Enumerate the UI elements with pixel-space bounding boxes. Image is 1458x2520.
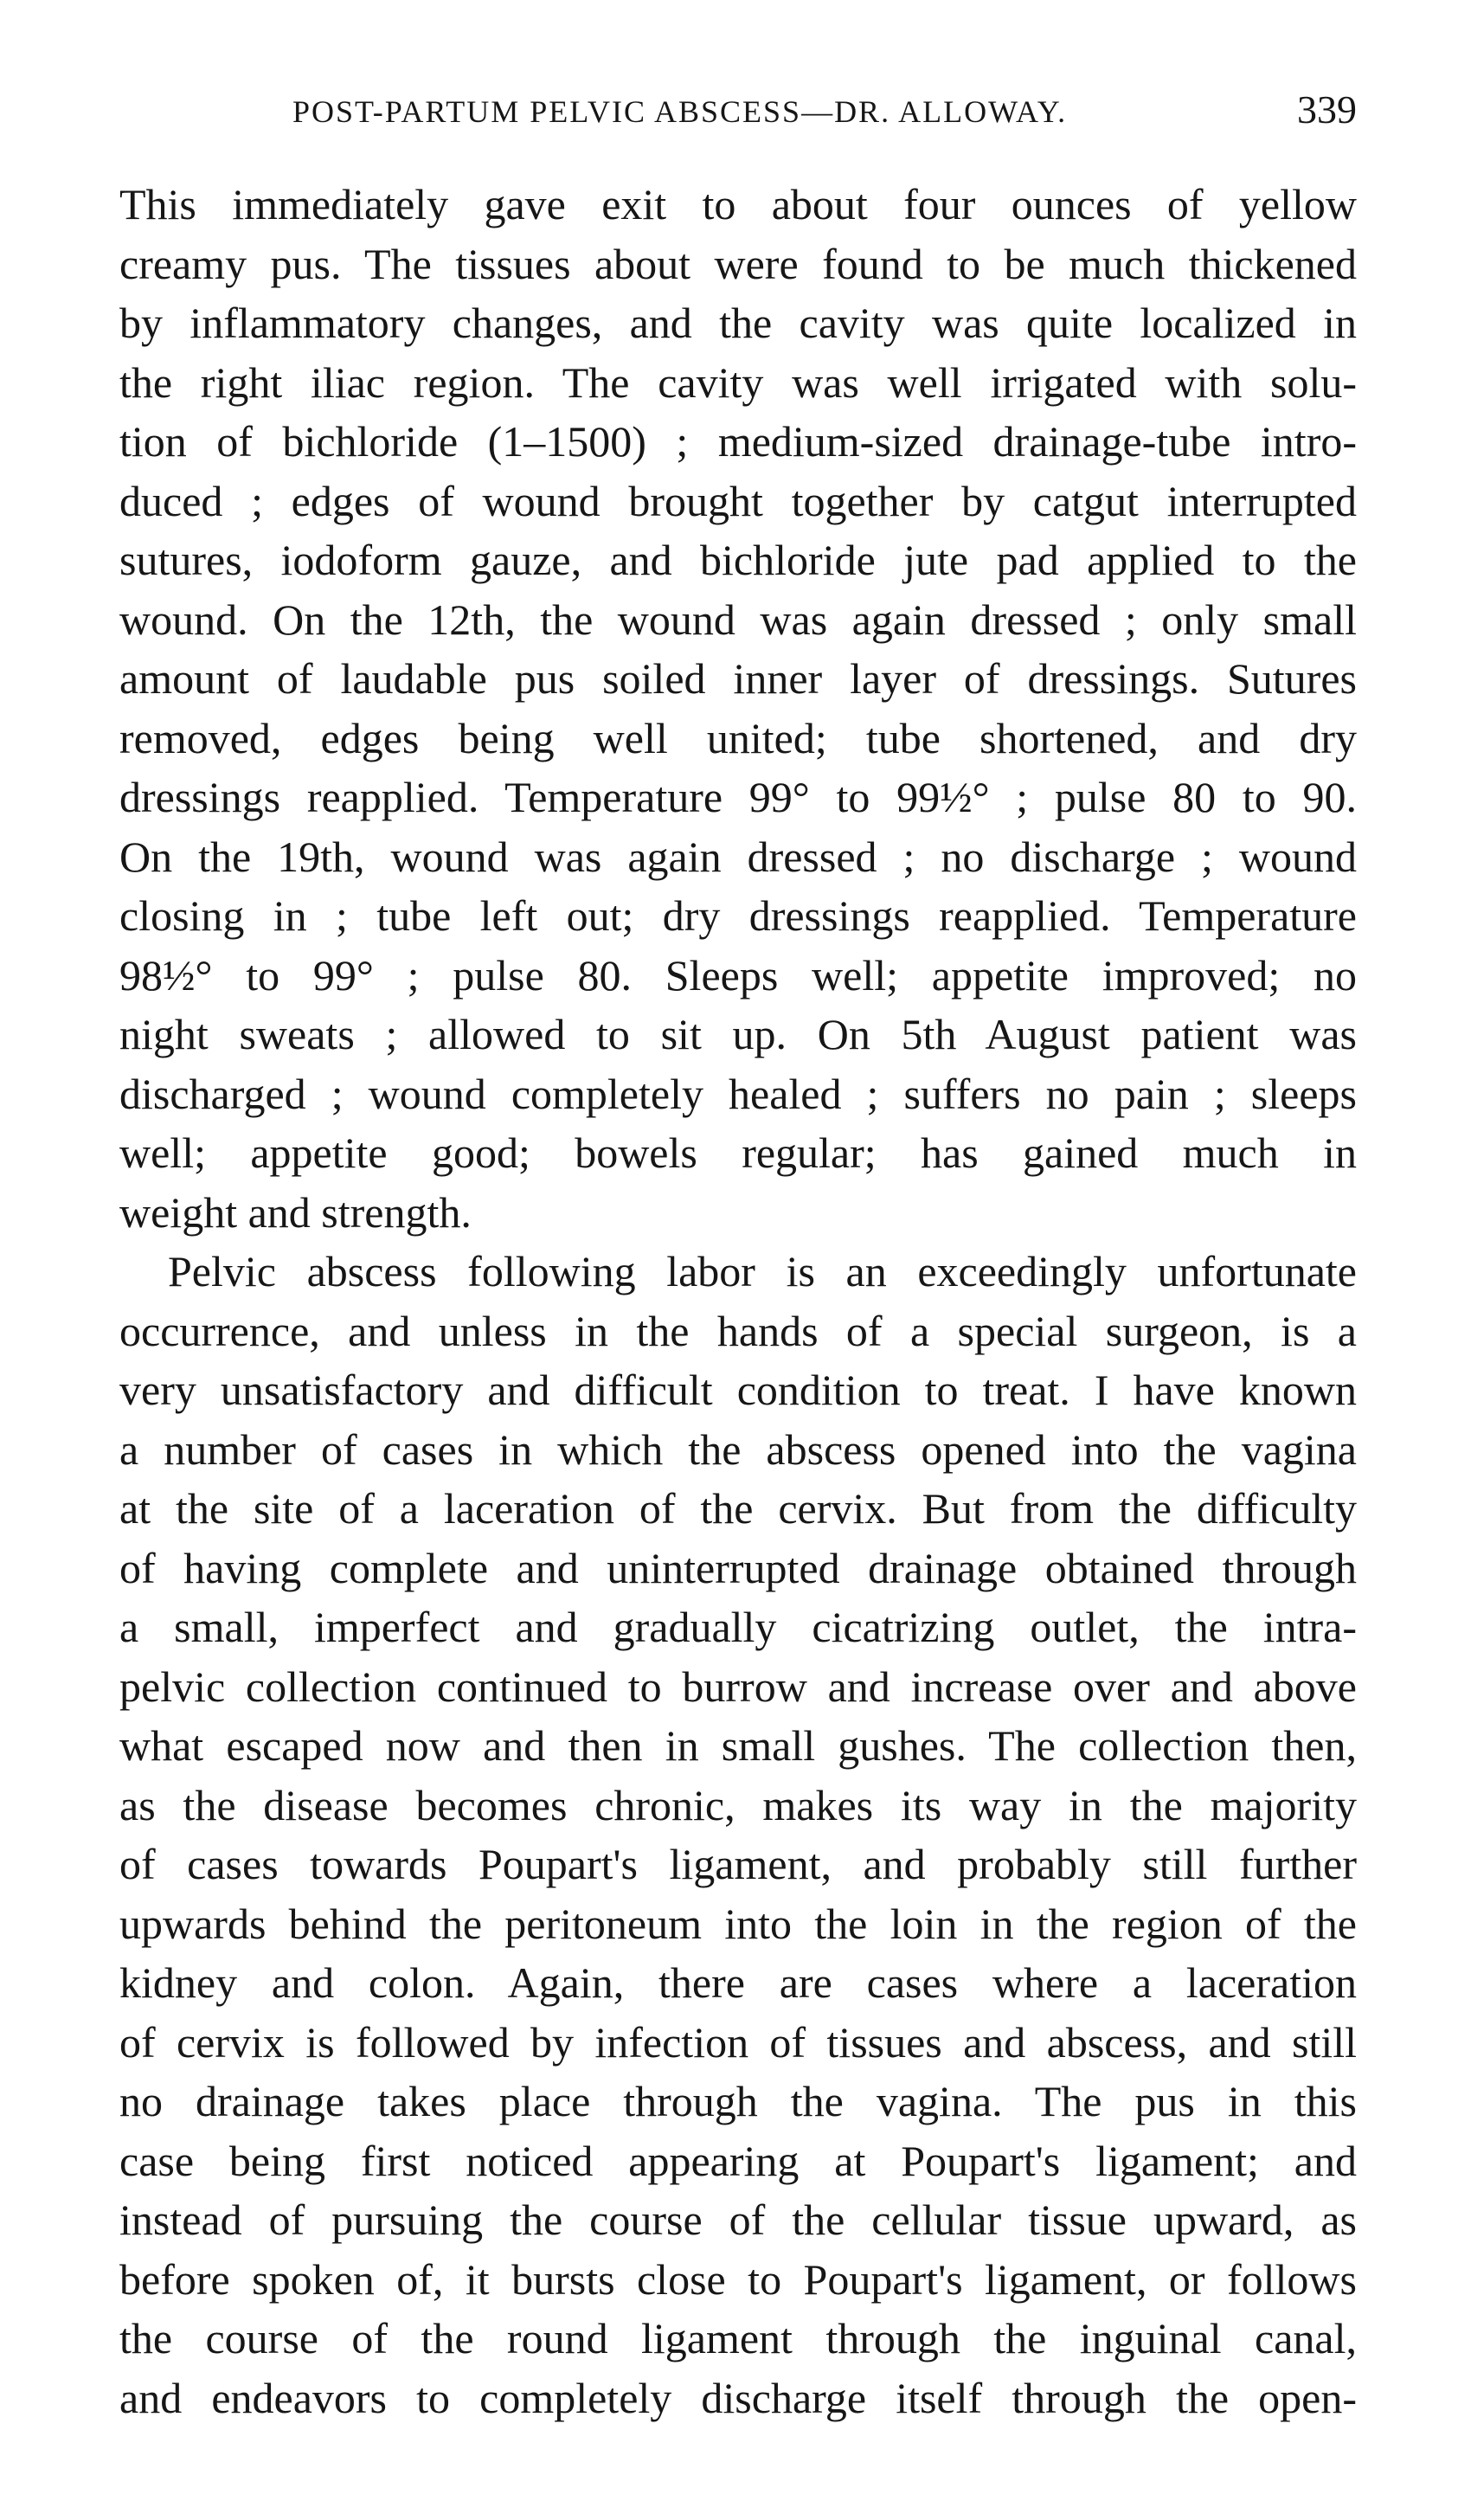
text-line: as the disease becomes chronic, makes its way in the majority [119, 1780, 1357, 1829]
page-number: 339 [1297, 87, 1357, 132]
text-line: of cervix is followed by infection of tissues and abscess, and still [119, 2017, 1357, 2067]
text-line: 98½° to 99° ; pulse 80. Sleeps well; appetite improved; no [119, 950, 1357, 1000]
text-line: Pelvic abscess following labor is an exceedingly unfortunate [168, 1247, 1357, 1295]
body-text [119, 175, 1357, 2427]
text-line: removed, edges being well united; tube shortened, and dry [119, 713, 1357, 762]
text-line: On the 19th, wound was again dressed ; no discharge ; wound [119, 832, 1357, 881]
text-line: pelvic collection continued to burrow and increase over and above [119, 1662, 1357, 1711]
text-line: amount of laudable pus soiled inner layer of dressings. Sutures [119, 654, 1357, 703]
text-line: duced ; edges of wound brought together by catgut interrupted [119, 476, 1357, 525]
text-line: instead of pursuing the course of the cellular tissue upward, as [119, 2195, 1357, 2244]
text-line: a number of cases in which the abscess opened into the vagina [119, 1424, 1357, 1474]
text-line: at the site of a laceration of the cervix. But from the difficulty [119, 1484, 1357, 1533]
text-line: sutures, iodoform gauze, and bichloride jute pad applied to the [119, 536, 1357, 584]
text-line: what escaped now and then in small gushes. The collection then, [119, 1721, 1357, 1770]
paragraph-2 [119, 1242, 1357, 2427]
text-line: kidney and colon. Again, there are cases where a laceration [119, 1958, 1357, 2007]
text-line: tion of bichloride (1–1500) ; medium-sized drainage-tube intro- [119, 417, 1357, 466]
text-line: upwards behind the peritoneum into the loin in the region of the [119, 1899, 1357, 1948]
text-line: wound. On the 12th, the wound was again dressed ; only small [119, 595, 1357, 644]
running-head [119, 85, 1357, 137]
text-line: the right iliac region. The cavity was well irrigated with solu- [119, 357, 1357, 407]
text-line: This immediately gave exit to about four ounces of yellow [119, 180, 1357, 228]
text-line: very unsatisfactory and difficult condition to treat. I have known [119, 1366, 1357, 1414]
text-line: discharged ; wound completely healed ; suffers no pain ; sleeps [119, 1069, 1357, 1118]
text-line: before spoken of, it bursts close to Poupart's ligament, or follows [119, 2254, 1357, 2304]
text-line: a small, imperfect and gradually cicatrizing outlet, the intra- [119, 1603, 1357, 1651]
text-line: creamy pus. The tissues about were found to be much thickened [119, 239, 1357, 288]
paragraph-1 [119, 175, 1357, 1242]
text-line: case being first noticed appearing at Poupart's ligament; and [119, 2136, 1357, 2185]
text-line: of cases towards Poupart's ligament, and probably still further [119, 1840, 1357, 1888]
text-line: occurrence, and unless in the hands of a special surgeon, is a [119, 1306, 1357, 1355]
text-line: closing in ; tube left out; dry dressings reapplied. Temperature [119, 891, 1357, 940]
text-line: by inflammatory changes, and the cavity was quite localized in [119, 299, 1357, 347]
text-line: of having complete and uninterrupted drainage obtained through [119, 1543, 1357, 1592]
text-line: weight and strength. [119, 1187, 472, 1237]
text-line: and endeavors to completely discharge itself through the open- [119, 2373, 1357, 2422]
text-line: well; appetite good; bowels regular; has gained much in [119, 1128, 1357, 1177]
text-line: night sweats ; allowed to sit up. On 5th August patient was [119, 1010, 1357, 1058]
running-title: POST-PARTUM PELVIC ABSCESS—DR. ALLOWAY. [292, 94, 1068, 129]
text-line: dressings reapplied. Temperature 99° to 99½° ; pulse 80 to 90. [119, 773, 1357, 821]
text-line: the course of the round ligament through the inguinal canal, [119, 2314, 1357, 2362]
text-line: no drainage takes place through the vagina. The pus in this [119, 2077, 1357, 2125]
